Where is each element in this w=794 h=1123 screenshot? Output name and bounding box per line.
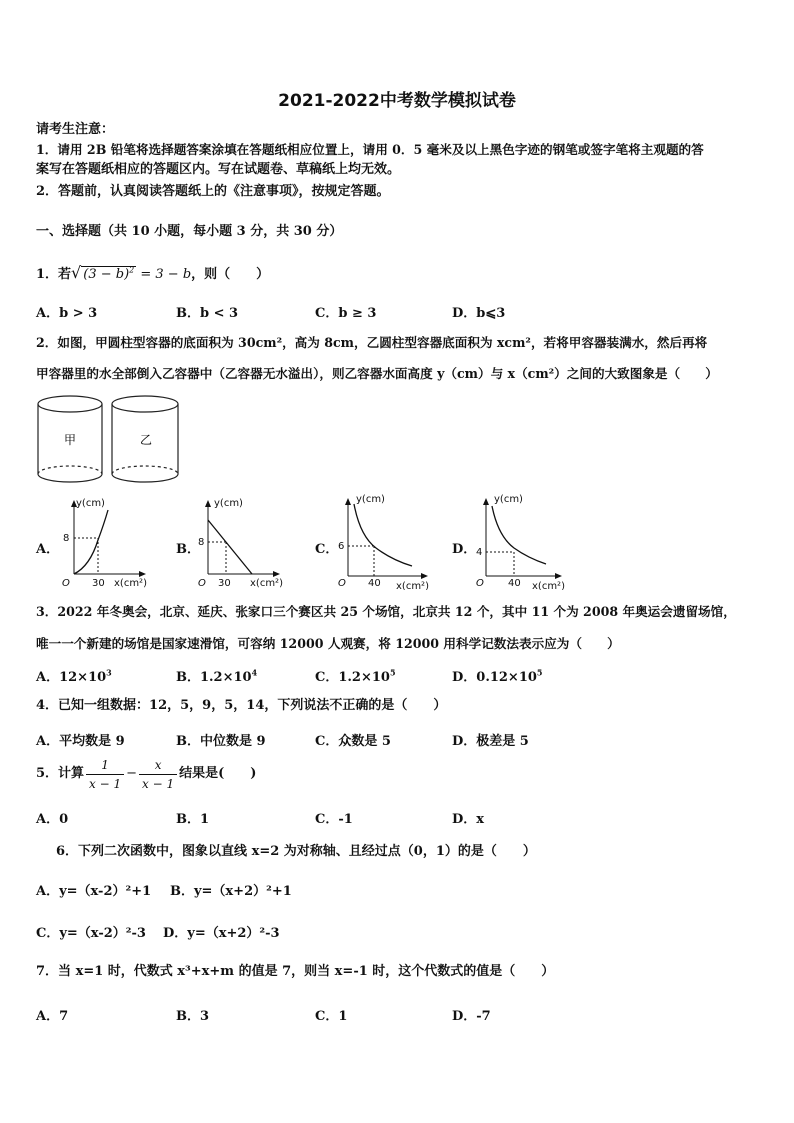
graph-d <box>470 490 574 590</box>
graph-a-ytick: 8 <box>63 533 70 544</box>
notice-line-1: 1．请用 2B 铅笔将选择题答案涂填在答题纸相应位置上，请用 0．5 毫米及以上黑色字迹的钢笔或签字笔将主观题的答 <box>36 142 704 157</box>
q3-option-b-exp: 4 <box>251 667 258 678</box>
section-heading: 一、选择题（共 10 小题，每小题 3 分，共 30 分） <box>36 224 343 239</box>
q3-option-c-base: C．1.2×10 <box>315 670 390 685</box>
cylinder-yi-label: 乙 <box>140 433 153 447</box>
notice-line-2: 案写在答题纸相应的答题区内。写在试题卷、草稿纸上均无效。 <box>36 162 401 177</box>
graph-c-xtick: 40 <box>368 578 381 589</box>
q1-option-d[interactable]: D．b⩽3 <box>452 306 506 321</box>
sqrt-sign: √ <box>71 263 82 282</box>
q4-option-b[interactable]: B．中位数是 9 <box>176 734 266 749</box>
q7-option-b[interactable]: B．3 <box>176 1009 210 1024</box>
q2-option-a[interactable]: A． <box>36 542 60 557</box>
graph-c-x-arrow <box>421 573 428 579</box>
q3-option-c[interactable] <box>315 666 396 685</box>
graph-d-curve <box>492 506 546 564</box>
graph-a-curve <box>74 510 108 574</box>
notice-heading: 请考生注意： <box>36 122 115 137</box>
q1-rhs: = 3 − b <box>136 267 192 282</box>
graph-d-ylabel: y(cm) <box>494 494 523 505</box>
graph-a-xtick: 30 <box>92 578 105 589</box>
graph-d-y-arrow <box>483 498 489 505</box>
q6-option-c[interactable]: C．y=（x-2）²-3 <box>36 926 146 941</box>
q3-line-2: 唯一一个新建的场馆是国家速滑馆，可容纳 12000 人观赛，将 12000 用科学记数法表示应为（ ） <box>36 636 620 651</box>
q3-option-a[interactable] <box>36 666 112 685</box>
graph-d-origin: O <box>476 578 484 589</box>
q3-option-a-base: A．12×10 <box>36 670 107 685</box>
q1-exponent: 2 <box>129 265 135 275</box>
q3-option-b-base: B．1.2×10 <box>176 670 252 685</box>
q2-option-b[interactable]: B． <box>176 542 200 557</box>
q6-option-a[interactable]: A．y=（x-2）²+1 <box>36 884 152 899</box>
q2-option-c[interactable]: C． <box>315 542 339 557</box>
graph-d-xtick: 40 <box>508 578 521 589</box>
q2-line-2: 甲容器里的水全部倒入乙容器中（乙容器无水溢出），则乙容器水面高度 y（cm）与 x（cm²）之间的大致图象是（ ） <box>36 366 718 381</box>
q3-option-d[interactable] <box>452 666 543 685</box>
q5-option-b[interactable]: B．1 <box>176 812 210 827</box>
q5-f1-numerator: 1 <box>86 756 124 775</box>
graph-c-ylabel: y(cm) <box>356 494 385 505</box>
graph-c <box>334 490 438 590</box>
q4-option-c[interactable]: C．众数是 5 <box>315 734 391 749</box>
q1-option-c[interactable]: C．b ≥ 3 <box>315 306 377 321</box>
q2-line-1: 2．如图，甲圆柱型容器的底面积为 30cm²，高为 8cm，乙圆柱型容器底面积为 xcm²，若将甲容器装满水，然后再将 <box>36 335 708 350</box>
q6-text: 6．下列二次函数中，图象以直线 x=2 为对称轴、且经过点（0，1）的是（ ） <box>56 844 536 859</box>
q5-option-a[interactable]: A．0 <box>36 812 69 827</box>
graph-a-origin: O <box>62 578 70 589</box>
q7-option-d[interactable]: D．-7 <box>452 1009 491 1024</box>
graph-b-xtick: 30 <box>218 578 231 589</box>
graph-b-xlabel: x(cm²) <box>250 578 283 589</box>
q7-text: 7．当 x=1 时，代数式 x³+x+m 的值是 7，则当 x=-1 时，这个代数式的值是（ ） <box>36 964 555 979</box>
graph-c-curve <box>354 504 412 566</box>
q3-option-d-exp: 5 <box>536 667 543 678</box>
q3-option-d-base: D．0.12×10 <box>452 670 537 685</box>
q5-option-d[interactable]: D．x <box>452 812 485 827</box>
q4-text: 4．已知一组数据：12，5，9，5，14，下列说法不正确的是（ ） <box>36 698 447 713</box>
q1-radicand-text: (3 − b) <box>83 267 130 282</box>
page-title: 2021-2022中考数学模拟试卷 <box>278 91 516 111</box>
q2-option-d[interactable]: D． <box>452 542 477 557</box>
q5-option-c[interactable]: C．-1 <box>315 812 353 827</box>
graph-b-origin: O <box>198 578 206 589</box>
q1-suffix: ，则（ ） <box>191 267 270 282</box>
graph-a-ylabel: y(cm) <box>76 498 105 509</box>
graph-b <box>192 494 292 590</box>
q5-f1-denominator: x − 1 <box>89 776 122 791</box>
q6-option-b[interactable]: B．y=（x+2）²+1 <box>170 884 292 899</box>
cylinders-figure <box>34 394 184 486</box>
graph-a-x-arrow <box>139 571 146 577</box>
graph-d-ytick: 4 <box>476 547 483 558</box>
q7-option-a[interactable]: A．7 <box>36 1009 69 1024</box>
q7-option-c[interactable]: C．1 <box>315 1009 348 1024</box>
q6-option-d[interactable]: D．y=（x+2）²-3 <box>163 926 280 941</box>
graph-b-ytick: 8 <box>198 537 205 548</box>
graph-a-xlabel: x(cm²) <box>114 578 147 589</box>
q5-fraction-2 <box>139 756 177 793</box>
notice-line-3: 2．答题前，认真阅读答题纸上的《注意事项》，按规定答题。 <box>36 184 390 199</box>
graph-a <box>56 494 156 590</box>
q3-option-a-exp: 3 <box>106 667 112 678</box>
graph-d-xlabel: x(cm²) <box>532 581 565 590</box>
q1-prefix: 1．若 <box>36 267 72 282</box>
q1-radicand <box>81 266 136 282</box>
q3-line-1: 3．2022 年冬奥会，北京、延庆、张家口三个赛区共 25 个场馆，北京共 12 个，其中 11 个为 2008 年奥运会遗留场馆， <box>36 604 736 619</box>
graph-d-x-arrow <box>555 573 562 579</box>
q5-minus: − <box>126 766 138 781</box>
q3-option-b[interactable] <box>176 666 257 685</box>
graph-b-x-arrow <box>273 571 280 577</box>
q5-fraction-1 <box>86 756 124 793</box>
graph-c-xlabel: x(cm²) <box>396 581 429 590</box>
graph-c-ytick: 6 <box>338 541 345 552</box>
q5-suffix: 结果是( ) <box>179 766 257 781</box>
question-1 <box>36 262 269 284</box>
q1-option-a[interactable]: A．b > 3 <box>36 306 98 321</box>
cylinder-jia-label: 甲 <box>64 433 77 447</box>
q5-f2-denominator: x − 1 <box>142 776 175 791</box>
q4-option-d[interactable]: D．极差是 5 <box>452 734 529 749</box>
graph-c-y-arrow <box>345 498 351 505</box>
q5-f2-numerator: x <box>139 756 177 775</box>
graph-c-origin: O <box>338 578 346 589</box>
q1-option-b[interactable]: B．b < 3 <box>176 306 239 321</box>
question-5 <box>36 754 256 794</box>
graph-b-ylabel: y(cm) <box>214 498 243 509</box>
q3-option-c-exp: 5 <box>389 667 396 678</box>
q4-option-a[interactable]: A．平均数是 9 <box>36 734 125 749</box>
graph-b-line <box>208 520 252 574</box>
graph-b-y-arrow <box>205 500 211 507</box>
q5-prefix: 5．计算 <box>36 766 85 781</box>
